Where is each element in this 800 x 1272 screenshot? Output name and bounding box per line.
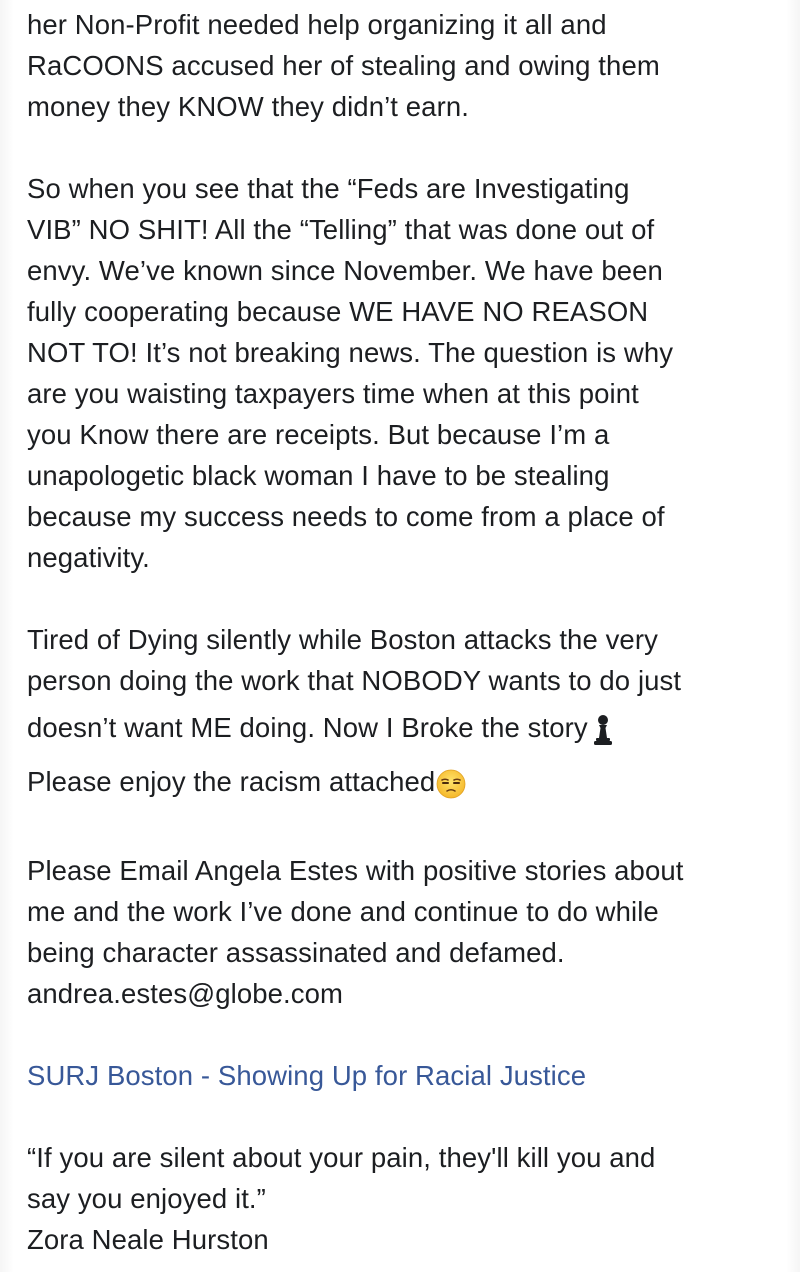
surj-boston-link[interactable]: SURJ Boston - Showing Up for Racial Justice (27, 1060, 587, 1091)
post-text-line: unapologetic black woman I have to be stealing (27, 460, 610, 491)
edge-shade-right (786, 0, 800, 1272)
paragraph-gap (27, 1096, 787, 1137)
post-text-line: NOT TO! It’s not breaking news. The question is why (27, 337, 674, 368)
edge-shade-left (0, 0, 14, 1272)
paragraph-gap (27, 127, 787, 168)
post-text-line: Please Email Angela Estes with positive stories about (27, 855, 684, 886)
post-text-line: person doing the work that NOBODY wants to do just (27, 665, 682, 696)
post-text-line: her Non-Profit needed help organizing it all and (27, 9, 607, 40)
post-text-segment: doesn’t want ME doing. Now I Broke the story (27, 712, 588, 743)
quote-author: Zora Neale Hurston (27, 1224, 269, 1255)
post-text-line: being character assassinated and defamed. (27, 937, 565, 968)
post-text-line: VIB” NO SHIT! All the “Telling” that was done out of (27, 214, 655, 245)
post-text-segment: Please enjoy the racism attached (27, 766, 436, 797)
post-text-line: So when you see that the “Feds are Investigating (27, 173, 630, 204)
post-body (27, 4, 787, 1260)
paragraph-gap (27, 1014, 787, 1055)
post-text-line: you Know there are receipts. But because I’m a (27, 419, 610, 450)
post-text-line: fully cooperating because WE HAVE NO REASON (27, 296, 649, 327)
unamused-face-emoji (436, 769, 466, 799)
post-text-line: RaCOONS accused her of stealing and owing them (27, 50, 660, 81)
email-address: andrea.estes@globe.com (27, 978, 343, 1009)
quote-line: “If you are silent about your pain, they'll kill you and (27, 1142, 656, 1173)
post-text-line: because my success needs to come from a place of (27, 501, 665, 532)
post-text-line-with-icon (27, 755, 787, 809)
paragraph-gap (27, 809, 787, 850)
post-text-line: money they KNOW they didn’t earn. (27, 91, 469, 122)
post-text-line: are you waisting taxpayers time when at this point (27, 378, 639, 409)
post-text-line: negativity. (27, 542, 150, 573)
quote-line: say you enjoyed it.” (27, 1183, 266, 1214)
paragraph-gap (27, 578, 787, 619)
post-text-line: envy. We’ve known since November. We have been (27, 255, 663, 286)
post-text-line: me and the work I’ve done and continue to do while (27, 896, 659, 927)
chess-pawn-icon (592, 714, 614, 746)
post-text-line-with-icon (27, 701, 787, 755)
post-text-line: Tired of Dying silently while Boston attacks the very (27, 624, 658, 655)
